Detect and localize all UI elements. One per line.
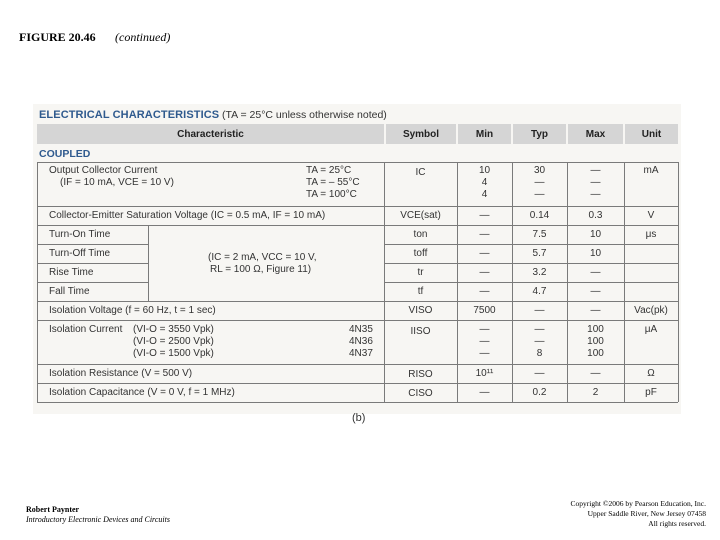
col-divider <box>37 162 38 402</box>
unit-value: Ω <box>647 368 655 379</box>
symbol-iiso: IISO <box>410 326 431 337</box>
col-divider <box>148 225 149 301</box>
char-turn-off: Turn-Off Time <box>49 248 111 259</box>
row-divider <box>37 162 678 163</box>
typ-value: 4.7 <box>532 286 547 297</box>
copyright-line: Upper Saddle River, New Jersey 07458 <box>587 509 706 518</box>
max-value: 2 <box>592 387 599 398</box>
char-turn-on: Turn-On Time <box>49 229 111 240</box>
table-condition: (TA = 25°C unless otherwise noted) <box>222 109 387 121</box>
max-value: — <box>590 189 601 200</box>
typ-value: 5.7 <box>532 248 547 259</box>
unit-value: mA <box>643 165 659 176</box>
figure-label: FIGURE 20.46 <box>19 30 96 44</box>
symbol-riso: RISO <box>408 369 433 380</box>
iso-current-cond-1: (VI-O = 3550 Vpk) <box>133 324 214 335</box>
unit-value: μs <box>645 229 657 240</box>
cond-output-current: (IF = 10 mA, VCE = 10 V) <box>60 177 174 188</box>
author: Robert Paynter <box>26 505 80 514</box>
min-value: — <box>479 324 490 335</box>
figure-continued: (continued) <box>115 30 171 44</box>
copyright-line: All rights reserved. <box>648 519 706 528</box>
typ-value: — <box>534 336 545 347</box>
symbol-toff: toff <box>413 248 428 259</box>
char-fall-time: Fall Time <box>49 286 90 297</box>
min-value: — <box>479 336 490 347</box>
row-divider <box>384 282 678 283</box>
min-value: — <box>479 387 490 398</box>
row-divider <box>37 282 148 283</box>
header-typ: Typ <box>530 129 549 140</box>
min-value: 10 <box>478 165 491 176</box>
typ-value: — <box>534 305 545 316</box>
min-value: — <box>479 267 490 278</box>
row-divider <box>37 364 678 365</box>
header-characteristic: Characteristic <box>177 129 244 140</box>
col-divider <box>624 162 625 402</box>
typ-value: 7.5 <box>532 229 547 240</box>
row-divider <box>37 225 678 226</box>
min-value: 4 <box>481 177 488 188</box>
row-divider <box>37 301 678 302</box>
row-divider <box>37 206 678 207</box>
temp-2: TA = – 55°C <box>306 177 360 188</box>
part-4n36: 4N36 <box>349 336 373 347</box>
row-divider <box>37 263 148 264</box>
header-max: Max <box>585 129 606 140</box>
max-value: 10 <box>589 229 602 240</box>
switching-condition-2: RL = 100 Ω, Figure 11) <box>210 264 312 275</box>
min-value: 7500 <box>473 305 496 316</box>
symbol-vce-sat: VCE(sat) <box>400 210 441 221</box>
switching-condition-1: (IC = 2 mA, VCC = 10 V, <box>208 252 317 263</box>
header-symbol: Symbol <box>402 129 440 140</box>
row-divider <box>384 244 678 245</box>
col-divider <box>678 162 679 402</box>
symbol-viso: VISO <box>408 305 433 316</box>
char-iso-current: Isolation Current <box>49 324 123 335</box>
typ-value: 30 <box>533 165 546 176</box>
row-divider <box>384 263 678 264</box>
min-value: — <box>479 229 490 240</box>
unit-value: μA <box>644 324 658 335</box>
char-iso-voltage: Isolation Voltage (f = 60 Hz, t = 1 sec) <box>49 305 216 316</box>
max-value: — <box>590 368 601 379</box>
symbol-tr: tr <box>417 267 424 278</box>
typ-value: 3.2 <box>532 267 547 278</box>
typ-value: 8 <box>536 348 543 359</box>
header-min: Min <box>475 129 494 140</box>
iso-current-cond-2: (VI-O = 2500 Vpk) <box>133 336 214 347</box>
typ-value: 0.14 <box>529 210 550 221</box>
typ-value: — <box>534 177 545 188</box>
typ-value: — <box>534 189 545 200</box>
copyright-line: Copyright ©2006 by Pearson Education, Inc. <box>570 499 706 508</box>
min-value: — <box>479 248 490 259</box>
symbol-ciso: CISO <box>408 388 433 399</box>
symbol-ic: IC <box>415 167 426 178</box>
max-value: 100 <box>587 324 604 335</box>
temp-3: TA = 100°C <box>306 189 357 200</box>
min-value: — <box>479 210 490 221</box>
typ-value: — <box>534 368 545 379</box>
min-value: 4 <box>481 189 488 200</box>
max-value: 100 <box>587 336 604 347</box>
max-value: — <box>590 177 601 188</box>
header-unit: Unit <box>641 129 662 140</box>
part-4n37: 4N37 <box>349 348 373 359</box>
section-coupled: COUPLED <box>39 148 91 160</box>
typ-value: 0.2 <box>532 387 547 398</box>
row-divider <box>37 402 678 403</box>
symbol-tf: tf <box>417 286 424 297</box>
unit-value: Vac(pk) <box>634 305 668 316</box>
max-value: 0.3 <box>588 210 603 221</box>
figure-caption: (b) <box>352 412 366 424</box>
row-divider <box>37 320 678 321</box>
iso-current-cond-3: (VI-O = 1500 Vpk) <box>133 348 214 359</box>
row-divider <box>37 383 678 384</box>
col-divider <box>384 162 385 402</box>
max-value: — <box>590 286 601 297</box>
char-iso-capacitance: Isolation Capacitance (V = 0 V, f = 1 MHz) <box>49 387 235 398</box>
min-value: 10¹¹ <box>475 368 494 379</box>
char-iso-resistance: Isolation Resistance (V = 500 V) <box>49 368 193 379</box>
max-value: — <box>590 267 601 278</box>
char-output-current: Output Collector Current <box>49 165 158 176</box>
row-divider <box>37 244 148 245</box>
char-rise-time: Rise Time <box>49 267 94 278</box>
temp-1: TA = 25°C <box>306 165 352 176</box>
part-4n35: 4N35 <box>349 324 373 335</box>
book-title: Introductory Electronic Devices and Circuits <box>26 515 170 524</box>
max-value: 100 <box>587 348 604 359</box>
table-title: ELECTRICAL CHARACTERISTICS <box>39 109 220 121</box>
max-value: — <box>590 165 601 176</box>
typ-value: — <box>534 324 545 335</box>
min-value: — <box>479 348 490 359</box>
char-vce-sat: Collector-Emitter Saturation Voltage (IC = 0.5 mA, IF = 10 mA) <box>49 210 326 221</box>
min-value: — <box>479 286 490 297</box>
symbol-ton: ton <box>413 229 428 240</box>
unit-value: V <box>647 210 655 221</box>
max-value: — <box>590 305 601 316</box>
max-value: 10 <box>589 248 602 259</box>
copyright <box>571 499 706 529</box>
unit-value: pF <box>645 387 657 398</box>
